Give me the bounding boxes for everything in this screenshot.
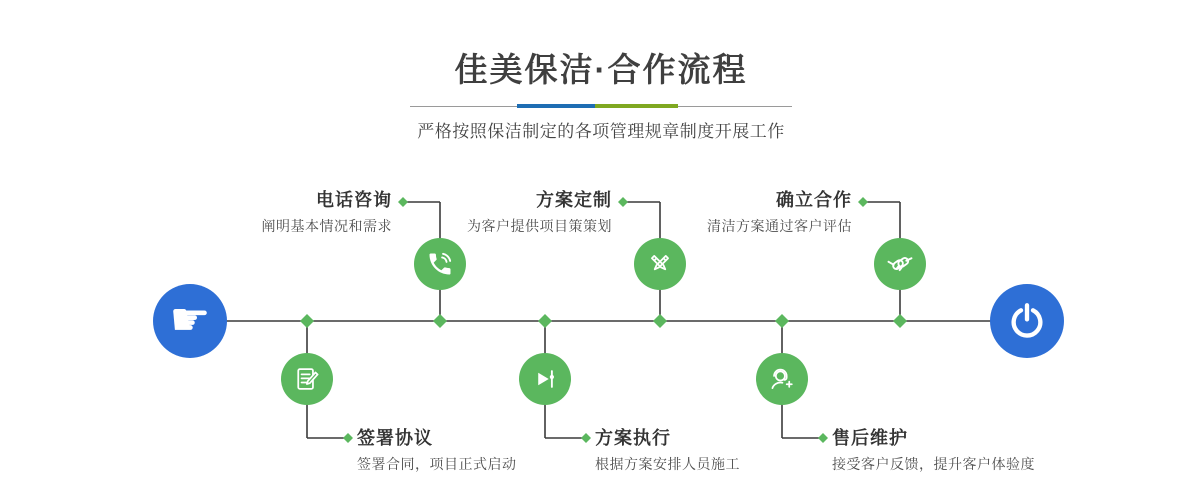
page-title: 佳美保洁·合作流程 [454, 51, 748, 88]
phone-icon [426, 250, 454, 278]
step-title: 电话咨询 [316, 190, 392, 210]
step-title: 方案定制 [536, 190, 612, 210]
step-desc: 根据方案安排人员施工 [595, 456, 740, 472]
step-circle-cooperation [874, 238, 926, 290]
step-label-cooperation [707, 188, 852, 237]
step-title: 售后维护 [832, 428, 908, 448]
page-subtitle: 严格按照保洁制定的各项管理规章制度开展工作 [417, 122, 785, 141]
step-desc: 签署合同，项目正式启动 [357, 456, 517, 472]
end-node [990, 284, 1064, 358]
pointing-hand-icon: ☛ [169, 292, 211, 346]
step-desc: 阐明基本情况和需求 [261, 218, 392, 234]
step-desc: 为客户提供项目策策划 [467, 218, 612, 234]
step-label-contract [357, 426, 517, 475]
contract-pen-icon [293, 365, 321, 393]
step-label-aftersale [832, 426, 1035, 475]
step-label-execution [595, 426, 740, 475]
handshake-icon [885, 249, 915, 279]
crossed-pencils-icon [646, 250, 674, 278]
headset-agent-icon [768, 365, 796, 393]
start-node [153, 284, 227, 358]
step-label-phone [262, 188, 393, 237]
step-circle-execution [519, 353, 571, 405]
play-slider-icon [531, 365, 559, 393]
power-icon [1007, 301, 1047, 341]
step-title: 签署协议 [357, 428, 433, 448]
step-circle-aftersale [756, 353, 808, 405]
step-title: 方案执行 [595, 428, 671, 448]
step-title: 确立合作 [776, 190, 852, 210]
step-desc: 清洁方案通过客户评估 [707, 218, 852, 234]
step-circle-contract [281, 353, 333, 405]
step-desc: 接受客户反馈，提升客户体验度 [832, 456, 1035, 472]
step-circle-phone [414, 238, 466, 290]
step-circle-plan [634, 238, 686, 290]
step-label-plan [467, 188, 612, 237]
